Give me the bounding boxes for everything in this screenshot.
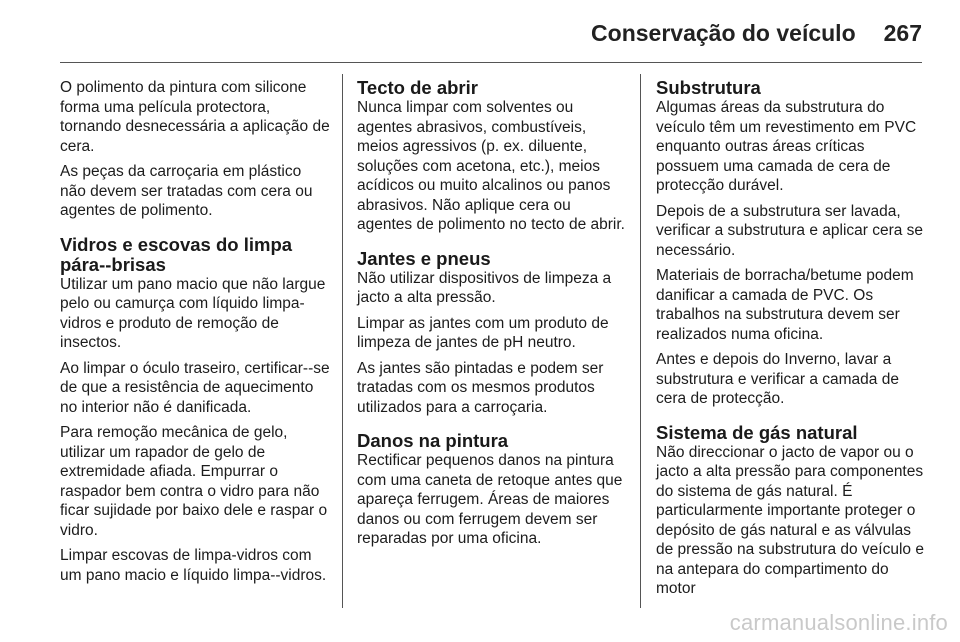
paragraph: As jantes são pintadas e podem ser tratadas com os mesmos produtos utilizados para a carroçaria. bbox=[357, 359, 604, 416]
section-heading-windows-wipers: Vidros e escovas do limpa pára--brisas bbox=[60, 233, 293, 275]
section-heading-paint-damage: Danos na pintura bbox=[357, 430, 509, 451]
paragraph: As peças da carroçaria em plástico não devem ser tratadas com cera ou agentes de polimento. bbox=[60, 163, 313, 219]
page-header bbox=[591, 18, 922, 48]
paragraph: Ao limpar o óculo traseiro, certificar--se de que a resistência de aquecimento no interior não é danificada. bbox=[60, 359, 330, 416]
paragraph: Não direccionar o jacto de vapor ou o jacto a alta pressão para componentes do sistema de gás natural. É particularmente importante proteger o depósito de gás natural e as válvulas de pressão na substrutura do veículo e na antepara do compartimento do motor bbox=[656, 443, 924, 597]
paragraph: Rectificar pequenos danos na pintura com uma caneta de retoque antes que apareça ferrugem. Áreas de maiores danos ou com ferrugem devem ser reparadas por uma oficina. bbox=[357, 452, 623, 547]
paragraph: Limpar as jantes com um produto de limpeza de jantes de pH neutro. bbox=[357, 314, 609, 351]
paragraph: Algumas áreas da substrutura do veículo têm um revestimento em PVC enquanto outras áreas críticas possuem uma camada de cera de protecção durável. bbox=[656, 99, 917, 194]
section-heading-sunroof: Tecto de abrir bbox=[357, 77, 478, 98]
paragraph: Não utilizar dispositivos de limpeza a jacto a alta pressão. bbox=[357, 269, 612, 306]
page-title: Conservação do veículo bbox=[591, 19, 856, 46]
header-divider bbox=[60, 62, 922, 63]
paragraph: O polimento da pintura com silicone forma uma película protectora, tornando desnecessária a aplicação de cera. bbox=[60, 79, 330, 155]
section-heading-wheels-tyres: Jantes e pneus bbox=[357, 247, 491, 269]
paragraph: Para remoção mecânica de gelo, utilizar um rapador de gelo de extremidade afiada. Empurrar o raspador bem contra o vidro para não ficar sujidade por baixo dele e raspar o vidro. bbox=[60, 424, 328, 539]
column-3 bbox=[656, 78, 924, 605]
section-heading-underbody: Substrutura bbox=[656, 77, 761, 98]
column-divider bbox=[640, 74, 641, 608]
paragraph: Depois de a substrutura ser lavada, verificar a substrutura e aplicar cera se necessário. bbox=[656, 202, 924, 259]
page-number: 267 bbox=[883, 19, 922, 46]
paragraph: Materiais de borracha/betume podem danificar a camada de PVC. Os trabalhos na substrutura devem ser realizados numa oficina. bbox=[656, 267, 914, 343]
watermark: carmanualsonline.info bbox=[729, 610, 948, 635]
column-divider bbox=[342, 74, 343, 608]
column-2 bbox=[357, 78, 625, 555]
section-heading-natural-gas: Sistema de gás natural bbox=[656, 421, 858, 443]
paragraph: Limpar escovas de limpa-vidros com um pano macio e líquido limpa--vidros. bbox=[60, 547, 327, 584]
paragraph: Antes e depois do Inverno, lavar a substrutura e verificar a camada de cera de protecção. bbox=[656, 351, 899, 407]
paragraph: Utilizar um pano macio que não largue pelo ou camurça com líquido limpa-vidros e produto de remoção de insectos. bbox=[60, 275, 326, 351]
paragraph: Nunca limpar com solventes ou agentes abrasivos, combustíveis, meios agressivos (p. ex. diluente, soluções com acetona, etc.), meios acídicos ou muito alcalinos ou panos abrasivos. Não aplique cera ou agentes de polimento no tecto de abrir. bbox=[357, 99, 625, 233]
column-1 bbox=[60, 78, 330, 591]
